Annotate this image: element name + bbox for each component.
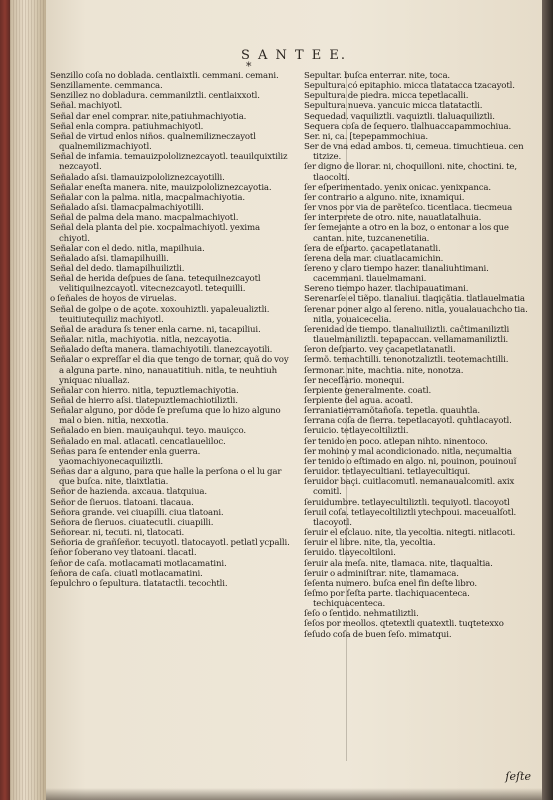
dictionary-entry: Sepultar. buſca enterrar. nite, toca.: [304, 71, 451, 81]
dictionary-entry: ſeñora de caſa. ciuatl motlacamatini.: [50, 568, 203, 579]
page-edges-right: [542, 0, 553, 800]
dictionary-entry: ſeſudo coſa de buen ſeſo. mimatqui.: [304, 629, 452, 640]
dictionary-entry: ſer interprete de otro. nite, nauatlatalhuia.: [304, 213, 482, 224]
dictionary-entry: Señas para ſe entender enla guerra. yaomachiyonecaquiliztli.: [50, 446, 201, 467]
dictionary-entry: Señor de hazienda. axcaua. tlatquiua.: [50, 487, 207, 498]
dictionary-entry: Sepultura de piedra. micca tepetlacalli.: [304, 91, 469, 102]
dictionary-entry: Señal de golpe o de açote. xoxouhiztli. yapaleualiztli. teuitiutequiliz machiyotl.: [50, 304, 270, 325]
dictionary-entry: ſeſenta numero. buſca enel fin deſte libro.: [304, 578, 477, 589]
dictionary-entry: ſeſmo por ſeſta parte. tlachiquacenteca. techiquacenteca.: [304, 588, 470, 610]
dictionary-entry: ſeruir el libre. nite, tla, yecoltia.: [304, 538, 436, 549]
dictionary-entry: ſeñor de caſa. motlacamati motlacamatini.: [50, 558, 227, 569]
right-column: [304, 71, 540, 640]
dictionary-entry: ſer tenido o eſtimado en algo. ni, pouinon, pouinouĩ: [304, 456, 517, 467]
dictionary-entry: ſeruidor. tetlayecultiani. tetlayecultiqui.: [304, 467, 471, 478]
dictionary-entry: Ser de vna edad ambos. ti, cemeua. timuchtieua. cen titzize.: [304, 142, 524, 163]
dictionary-entry: Señalado aſsi. tlamapilhuilli.: [50, 253, 169, 264]
dictionary-entry: Señorear. ni, tecuti. ni, tlatocati.: [50, 528, 185, 539]
dictionary-entry: Sereno tiempo hazer. tlachipauatimani.: [304, 284, 469, 295]
dictionary-entry: Ser. ni, ca. [tepepammochiua.: [304, 131, 428, 142]
dictionary-entry: ſerpiente del agua. acoatl.: [304, 396, 413, 406]
dictionary-entry: ſerrana coſa de ſierra. tepetlacayotl. quhtlacayotl.: [304, 416, 512, 427]
dictionary-entry: Señalado en mal. atlacatl. cencatlaueliloc.: [50, 436, 226, 447]
dictionary-entry: ſer contrario a alguno. nite, ixnamiqui.: [304, 192, 465, 203]
left-column: [50, 71, 290, 589]
dictionary-entry: ſeruil coſa. tetlayecoltiliztli ytechpoui. maceualſotl. tlacoyotl.: [304, 507, 517, 528]
dictionary-entry: Señal del dedo. tlamapilhuiliztli.: [50, 263, 185, 274]
dictionary-entry: Señal dar enel comprar. nite,patiuhmachiyotia.: [50, 111, 247, 122]
dictionary-entry: ſerenar poner algo al ſereno. nitla, youalauachcho tia. nitla, youaicecelia.: [304, 304, 528, 325]
dictionary-entry: Serenarſe el tiẽpo. tlanaliui. tlaqiçãtia. tlatlauelmatia: [304, 294, 525, 305]
dictionary-entry: Señal de herida deſpues de ſana. tetequilnezcayotl velitiquilnezcayotl. vitecnezcayotl. tetequilli.: [50, 274, 261, 295]
dictionary-entry: ſerpiente generalmente. coatl.: [304, 385, 432, 396]
dictionary-entry: ſeruir o adminiſtrar. nite, tlamamaca.: [304, 568, 459, 579]
dictionary-entry: Sequedad. vaquiliztli. vaquiztli. tlaluaquiliztli.: [304, 111, 495, 122]
dictionary-entry: ſer tenido en poco. atlepan nihto. ninentoco.: [304, 436, 488, 447]
dictionary-entry: Sepultura nueva. yancuic micca tlatatactli.: [304, 101, 483, 112]
dictionary-entry: o ſeñales de hoyos de viruelas.: [50, 294, 177, 305]
dictionary-entry: Señal de palma dela mano. macpalmachiyotl.: [50, 213, 239, 224]
dictionary-entry: Señalado en bien. mauiçauhqui. teyo. mauiçco.: [50, 426, 246, 437]
dictionary-entry: ſer ſemejante a otro en la boz, o entonar a los que cantan. nite, tuzcanenetilia.: [304, 223, 509, 244]
dictionary-entry: Señal de aradura ſs tener enla carne. ni, tacapiliui.: [50, 324, 261, 335]
dictionary-entry: ſereno y claro tiempo hazer. tlanaliuhtimani. cacemmani. tlauelmamani.: [304, 263, 489, 285]
dictionary-entry: ſer mohino y mal acondicionado. nitla, neçumaltia: [304, 446, 512, 457]
dictionary-entry: Señal de infamia. temauizpololiznezcayotl. teauilquixtiliz nezcayotl.: [50, 152, 288, 173]
dictionary-entry: ſerena dela mar. ciuatlacamichin.: [304, 253, 444, 264]
dictionary-entry: ſeñor ſoberano vey tlatoani. tlacatl.: [50, 548, 197, 559]
dictionary-entry: ſeruir el eſclauo. nite, tla yecoltia. nitegti. nitlacoti.: [304, 528, 516, 539]
dictionary-entry: Señal de virtud enlos niños. qualnemilizneczayotl qualnemilizmachiyotl.: [50, 131, 256, 153]
dictionary-entry: ſeruidor baçi. cuitlacomutl. nemanaualcomitl. axix comitl.: [304, 477, 515, 498]
dictionary-entry: ſeruicio. tetlayecoltiliztli.: [304, 426, 409, 437]
dictionary-entry: ſer digno de llorar. ni, choquilloni. nite, choctini. te, tlaocolti.: [304, 162, 517, 183]
dictionary-entry: ſepulchro o ſepultura. tlatatactli. tecochtli.: [50, 578, 228, 589]
dictionary-entry: Señal dela planta del pie. xocpalmachiyotl. yexima chiyotl.: [50, 223, 260, 244]
dictionary-entry: ſer eſperimentado. yenix onicac. yenixpanca.: [304, 182, 491, 193]
dictionary-entry: Señalar alguno, por dõde ſe preſuma que lo hizo alguno mal o bien. nitla, nexxotla.: [50, 406, 281, 427]
running-head: S A N T E E.: [240, 48, 348, 63]
dictionary-entry: ſeruir ala meſa. nite, tlamaca. nite, tlaqualtia.: [304, 558, 493, 569]
dictionary-entry: ſermonar. nite, machtia. nite, nonotza.: [304, 365, 464, 376]
dictionary-entry: Senzillo coſa no doblada. centlaixtli. cemmani. cemani.: [50, 71, 279, 81]
dictionary-entry: ſeſo o ſentido. nehmatiliztli.: [304, 609, 419, 620]
dictionary-entry: Señora grande. vei ciuapilli. ciua tlatoani.: [50, 507, 224, 518]
dictionary-entry: ſer vnos por via de parẽteſco. ticentlaca. tiecmeua: [304, 203, 513, 214]
dictionary-entry: Señalado aſsi. tlamacpalmachiyotilli.: [50, 203, 204, 214]
dictionary-entry: ſera de eſparto. çacapetlatanatli.: [304, 243, 441, 254]
dictionary-entry: ſeſos por meollos. qtetextli quatextli. tuqtetexxo: [304, 619, 504, 630]
dictionary-entry: Señalar con la palma. nitla, macpalmachiyotia.: [50, 192, 245, 203]
dictionary-entry: ſerenidad de tiempo. tlanaliuiliztli. caĉtimaniliztli tlauelmaniliztli. tepapaccan. vellamamaniliztli.: [304, 324, 510, 346]
dictionary-entry: Señalar eneſta manera. nite, mauizpololiznezcayotia.: [50, 182, 272, 193]
dictionary-entry: Señoria de grañſeñor. tecuyotl. tlatocayotl. petlatl ycpalli.: [50, 538, 290, 549]
signature-mark: *: [246, 60, 252, 73]
dictionary-entry: Señor de ſieruos. tlatoani. tlacaua.: [50, 497, 194, 508]
dictionary-entry: Señas dar a alguno, para que halle la perſona o el lu gar que buſca. nite, tlaixtlatia.: [50, 467, 282, 488]
book-spine: [0, 0, 10, 800]
dictionary-entry: ſeron deſparto. vey çacapetlatanatli.: [304, 345, 456, 356]
catchword: ſeſte: [505, 770, 531, 783]
page-shadow: [46, 788, 542, 800]
dictionary-entry: ſeruido. tlayecoltiloni.: [304, 548, 396, 559]
dictionary-entry: Señal. machiyotl.: [50, 101, 123, 112]
dictionary-entry: Señalar. nitla, machiyotia. nitla, nezcayotia.: [50, 335, 232, 346]
dictionary-entry: Senzillez no dobladura. cemmanilztli. centlaixxotl.: [50, 91, 260, 102]
dictionary-entry: Señora de ſieruos. ciuatecutli. ciuapilli.: [50, 517, 214, 528]
dictionary-entry: Senzillamente. cemmanca.: [50, 81, 163, 92]
dictionary-entry: Señalar o expreſſar el dia que tengo de tornar, quã do voy a alguna parte. nino, nanauatitiuh. nitla, te neuhtiuh yniquac niuallaz.: [50, 355, 289, 386]
dictionary-entry: ſer neceſſario. monequi.: [304, 375, 405, 386]
dictionary-entry: ſeruidumbre. tetlayecultiliztli. tequiyotl. tlacoyotl: [304, 497, 510, 508]
dictionary-entry: Sepultura có epitaphio. micca tlatatacca tzacayotl.: [304, 81, 515, 92]
dictionary-entry: Señalado deſta manera. tlamachiyotili. tlanezcayotili.: [50, 345, 273, 356]
dictionary-entry: Sequera coſa de ſequero. tlalhuaccapammochiua.: [304, 121, 512, 132]
dictionary-entry: ſerraniatierramõtañoſa. tepetla. quauhtla.: [304, 406, 480, 417]
dictionary-entry: Señalado aſsi. tlamauizpololiznezcayotilli.: [50, 172, 225, 183]
dictionary-entry: ſermõ. temachtilli. tenonotzaliztli. teotemachtilli.: [304, 355, 509, 366]
dictionary-entry: Señalar con hierro. nitla, tepuztlemachiyotia.: [50, 385, 239, 396]
dictionary-entry: Señal de hierro aſsi. tlatepuztlemachiotiliztli.: [50, 396, 238, 406]
page-edges-left: [10, 0, 46, 800]
dictionary-entry: Señalar con el dedo. nitla, mapilhuia.: [50, 243, 205, 254]
dictionary-entry: Señal enla compra. patiuhmachiyotl.: [50, 121, 204, 132]
